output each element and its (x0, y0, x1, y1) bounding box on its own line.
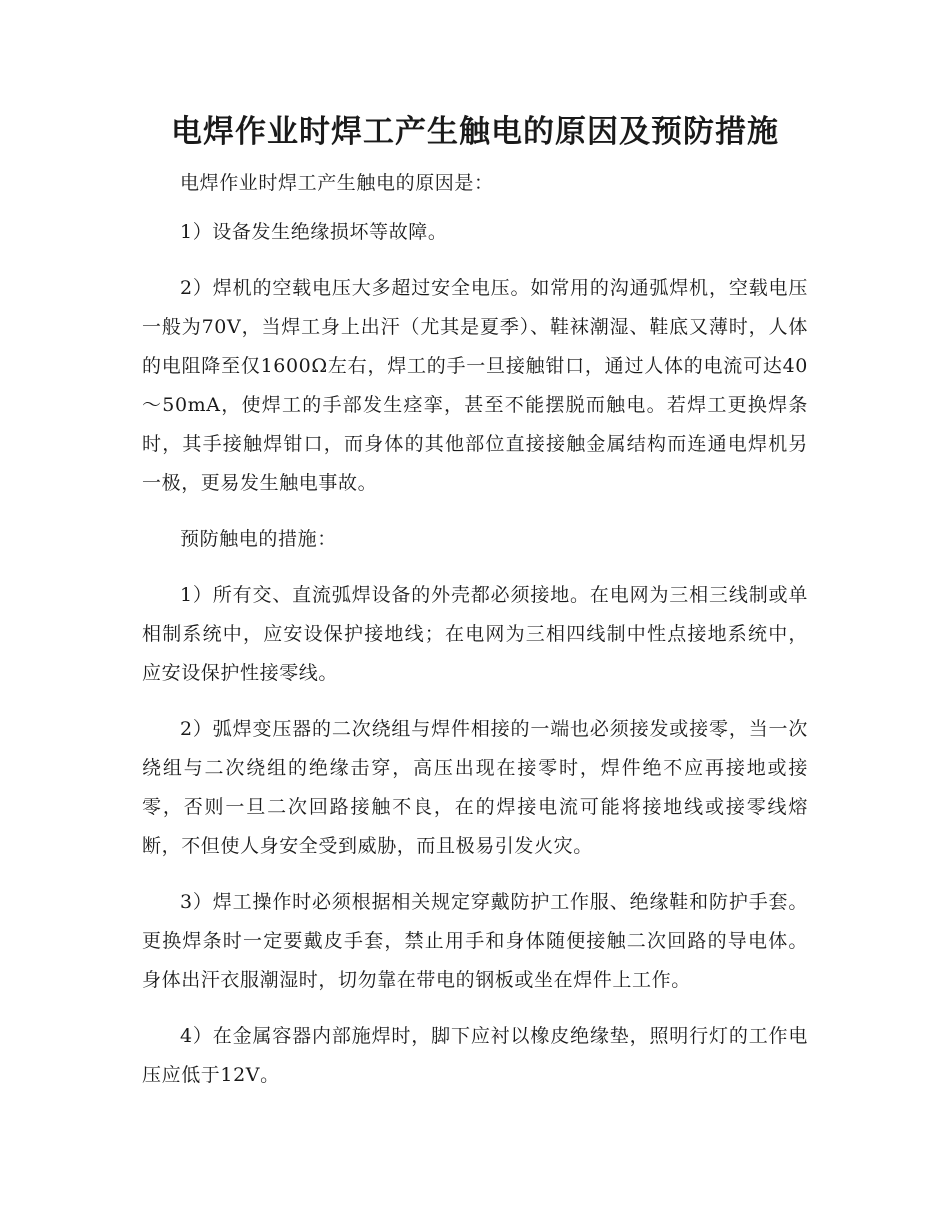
paragraph-prevention-1: 1）所有交、直流弧焊设备的外壳都必须接地。在电网为三相三线制或单相制系统中，应安设保护接地线；在电网为三相四线制中性点接地系统中，应安设保护性接零线。 (142, 584, 808, 684)
paragraph-prevention-intro: 预防触电的措施： (180, 528, 337, 550)
document-body (142, 164, 808, 1112)
document-title: 电焊作业时焊工产生触电的原因及预防措施 (171, 114, 779, 150)
paragraph-prevention-3: 3）焊工操作时必须根据相关规定穿戴防护工作服、绝缘鞋和防护手套。更换焊条时一定要戴皮手套，禁止用手和身体随便接触二次回路的导电体。身体出汗衣服潮湿时，切勿靠在带电的钢板或坐在焊件上工作。 (142, 891, 808, 991)
paragraph-prevention-4: 4）在金属容器内部施焊时，脚下应衬以橡皮绝缘垫，照明行灯的工作电压应低于12V。 (142, 1025, 808, 1086)
paragraph-cause-2: 2）焊机的空载电压大多超过安全电压。如常用的沟通弧焊机，空载电压一般为70V，当焊工身上出汗（尤其是夏季）、鞋袜潮湿、鞋底又薄时，人体的电阻降至仅1600Ω左右，焊工的手一旦接触钳口，通过人体的电流可达40～50mA，使焊工的手部发生痉挛，甚至不能摆脱而触电。若焊工更换焊条时，其手接触焊钳口，而身体的其他部位直接接触金属结构而连通电焊机另一极，更易发生触电事故。 (142, 277, 808, 494)
paragraph-cause-intro: 电焊作业时焊工产生触电的原因是： (180, 172, 494, 194)
paragraph-cause-1: 1）设备发生绝缘损坏等故障。 (180, 221, 448, 243)
paragraph-prevention-2: 2）弧焊变压器的二次绕组与焊件相接的一端也必须接发或接零，当一次绕组与二次绕组的绝缘击穿，高压出现在接零时，焊件绝不应再接地或接零，否则一旦二次回路接触不良，在的焊接电流可能将接地线或接零线熔断，不但使人身安全受到威胁，而且极易引发火灾。 (142, 718, 808, 857)
